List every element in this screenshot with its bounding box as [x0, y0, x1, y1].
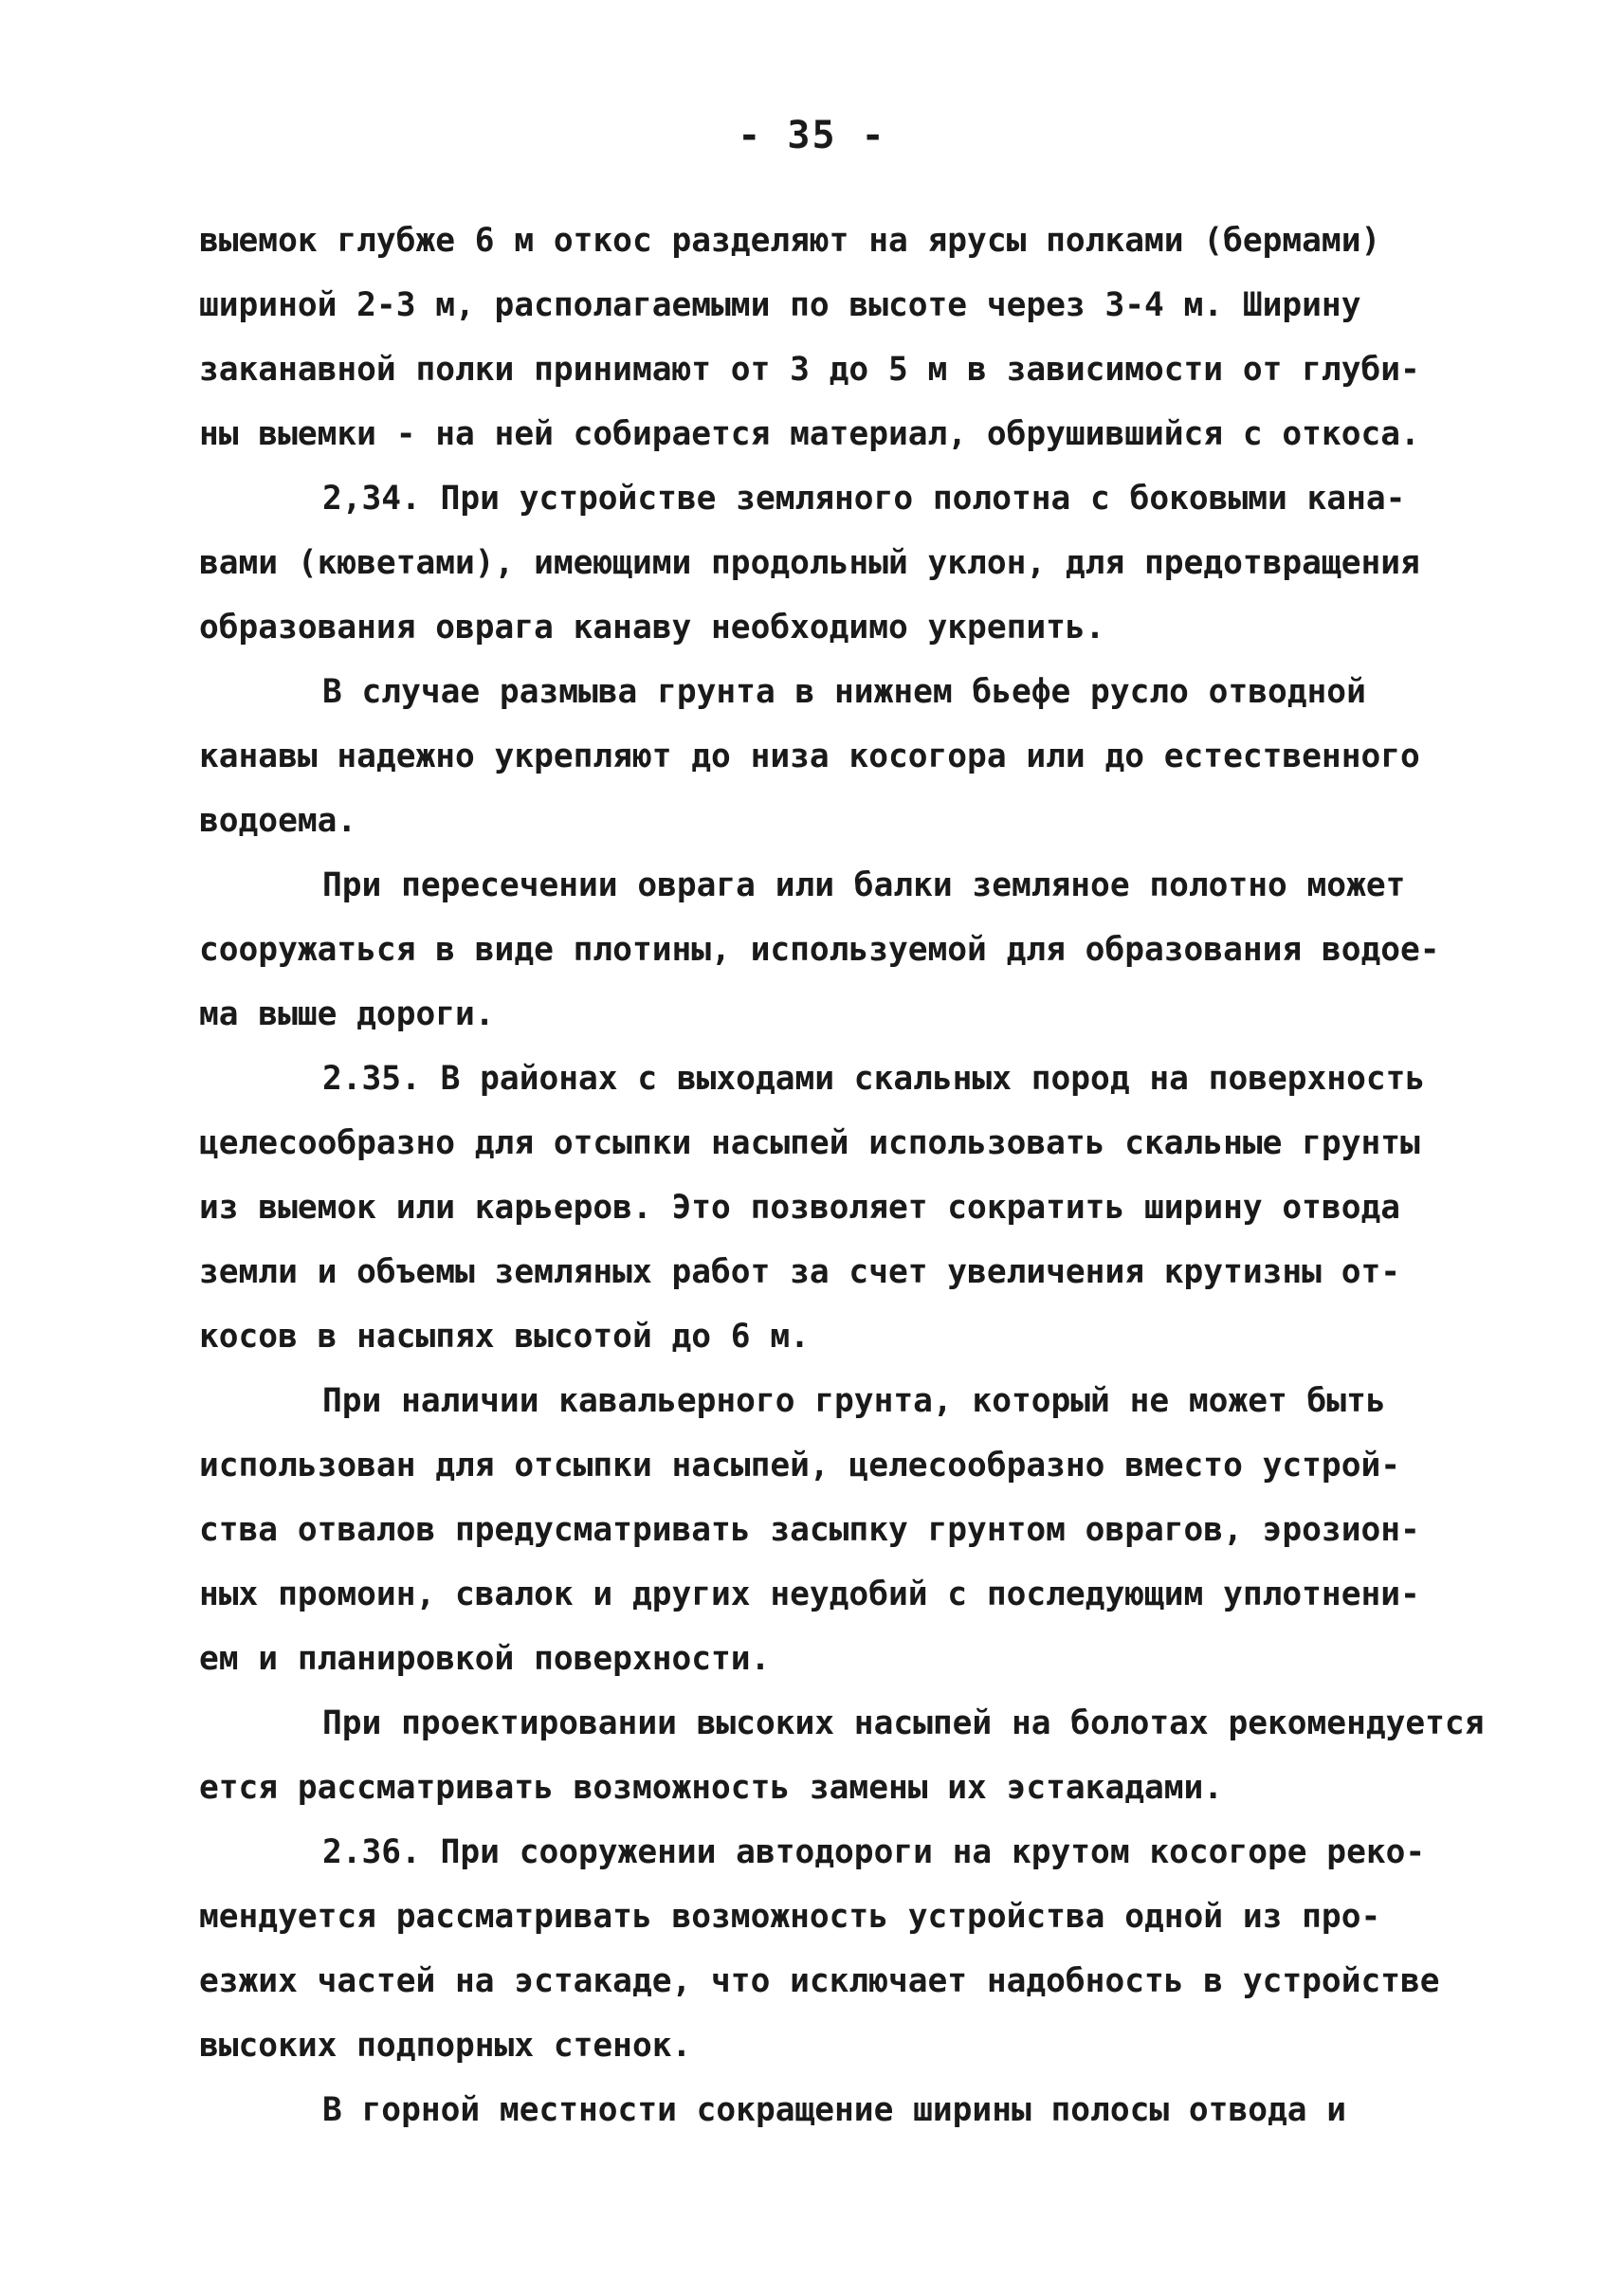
body-text: [199, 209, 1485, 2142]
paragraph-start: При пересечении оврага или балки земляное полотно может: [322, 866, 1406, 904]
text-line: канавы надежно укрепляют до низа косогора или до естественного: [199, 738, 1420, 775]
text-line: ем и планировкой поверхности.: [199, 1640, 771, 1678]
text-line: езжих частей на эстакаде, что исключает надобность в устройстве: [199, 1962, 1440, 2000]
text-line: заканавной полки принимают от 3 до 5 м в зависимости от глуби-: [199, 351, 1420, 389]
text-line: целесообразно для отсыпки насыпей использовать скальные грунты: [199, 1124, 1420, 1162]
text-line: ства отвалов предусматривать засыпку грунтом оврагов, эрозион-: [199, 1511, 1420, 1549]
text-line: ных промоин, свалок и других неудобий с последующим уплотнени-: [199, 1576, 1420, 1613]
text-line: шириной 2-3 м, располагаемыми по высоте через 3-4 м. Ширину: [199, 286, 1361, 324]
text-line: земли и объемы земляных работ за счет увеличения крутизны от-: [199, 1253, 1401, 1291]
text-line: использован для отсыпки насыпей, целесообразно вместо устрой-: [199, 1447, 1401, 1484]
paragraph-start: При проектировании высоких насыпей на болотах рекомендуется: [322, 1704, 1485, 1742]
text-line: водоема.: [199, 802, 357, 840]
paragraph-start: 2,34. При устройстве земляного полотна с боковыми кана-: [322, 480, 1406, 518]
text-line: из выемок или карьеров. Это позволяет сократить ширину отвода: [199, 1189, 1401, 1227]
text-line: выемок глубже 6 м откос разделяют на ярусы полками (бермами): [199, 222, 1381, 260]
paragraph-start: 2.35. В районах с выходами скальных пород на поверхность: [322, 1060, 1426, 1098]
text-line: сооружаться в виде плотины, используемой для образования водое-: [199, 931, 1440, 969]
paragraph-start: В случае размыва грунта в нижнем бьефе русло отводной: [322, 673, 1366, 711]
text-line: вами (кюветами), имеющими продольный уклон, для предотвращения: [199, 544, 1420, 582]
paragraph-start: В горной местности сокращение ширины полосы отвода и: [322, 2091, 1347, 2129]
page-number: - 35 -: [738, 114, 886, 157]
text-line: ма выше дороги.: [199, 995, 495, 1033]
text-line: мендуется рассматривать возможность устройства одной из про-: [199, 1898, 1381, 1936]
text-line: косов в насыпях высотой до 6 м.: [199, 1318, 810, 1356]
paragraph-start: 2.36. При сооружении автодороги на крутом косогоре реко-: [322, 1833, 1426, 1871]
text-line: ется рассматривать возможность замены их эстакадами.: [199, 1769, 1224, 1807]
text-line: ны выемки - на ней собирается материал, обрушившийся с откоса.: [199, 415, 1420, 453]
text-line: образования оврага канаву необходимо укрепить.: [199, 609, 1105, 647]
paragraph-start: При наличии кавальерного грунта, который не может быть: [322, 1382, 1386, 1420]
text-line: высоких подпорных стенок.: [199, 2027, 692, 2065]
